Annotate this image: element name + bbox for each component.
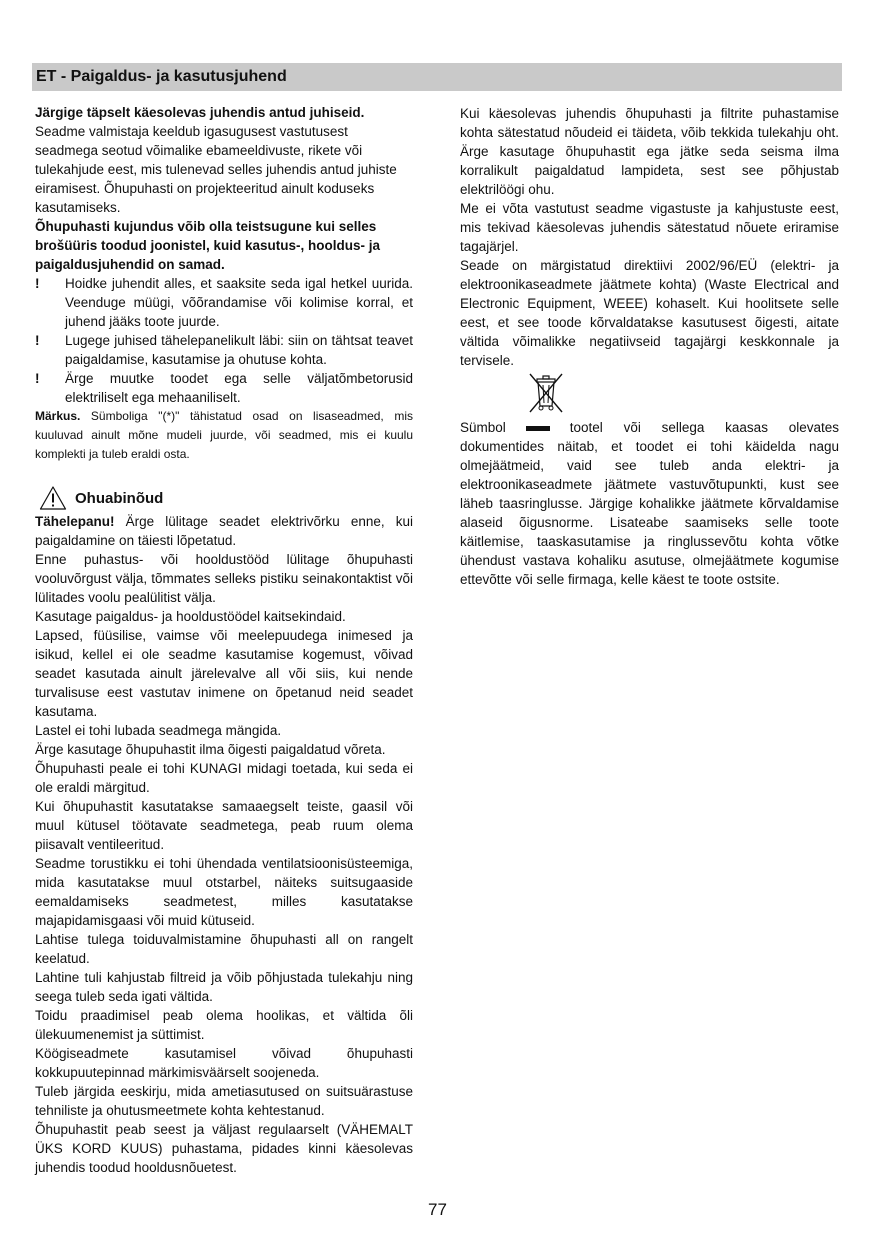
right-paragraph: Kui käesolevas juhendis õhupuhasti ja filtrite puhastamise kohta sätestatud nõudeid ei täideta, võib tekkida tulekahju oht. Ärge kasutage õhupuhastit ega jätke seda seisma ilma korralikult paigaldatud lampideta, sest see põhjustab elektrilöögi ohu. xyxy=(460,106,839,197)
exclamation-mark: ! xyxy=(35,371,40,386)
safety-paragraph: Ärge kasutage õhupuhastit ilma õigesti paigaldatud võreta. xyxy=(35,742,386,757)
note-text: Sümboliga "(*)" tähistatud osad on lisaseadmed, mis kuuluvad ainult mõne mudeli juurde, või seadmed, mis ei kuulu komplekti ja tuleb eraldi osta. xyxy=(35,409,413,461)
safety-paragraph: Köögiseadmete kasutamisel võivad õhupuhasti kokkupuutepinnad märkimisväärselt soojeneda. xyxy=(35,1046,413,1080)
safety-paragraph: Seadme torustikku ei tohi ühendada ventilatsioonisüsteemiga, mida kasutatakse muul otstarbel, näiteks suitsugaaside eemaldamiseks seadmetest, milles kasutatakse majapidamisgaasi või muid kütuseid. xyxy=(35,856,413,928)
bullet-item xyxy=(35,369,413,407)
intro-bold: Järgige täpselt käesolevas juhendis antud juhiseid. xyxy=(35,105,365,120)
safety-paragraph: Kui õhupuhastit kasutatakse samaaegselt teiste, gaasil või muul kütusel töötavate seadmetega, peab ruum olema piisavalt ventileeritud. xyxy=(35,799,413,852)
safety-paragraph: Tuleb järgida eeskirju, mida ametiasutused on suitsuärastuse tehniliste ja ohutusmeetmete kohta kehtestanud. xyxy=(35,1084,413,1118)
bullet-text: Lugege juhised tähelepanelikult läbi: siin on tähtsat teavet paigaldamise, kasutamise ja ohutuse kohta. xyxy=(65,333,413,367)
bullet-item xyxy=(35,274,413,331)
bullet-item xyxy=(35,331,413,369)
safety-paragraph: Toidu praadimisel peab olema hoolikas, et vältida õli ülekuumenemist ja süttimist. xyxy=(35,1008,413,1042)
symbol-word: Sümbol xyxy=(460,420,506,435)
note-label: Märkus. xyxy=(35,409,81,423)
exclamation-mark: ! xyxy=(35,333,40,348)
weee-symbol-area xyxy=(460,370,839,418)
safety-paragraph: Lahtine tuli kahjustab filtreid ja võib põhjustada tulekahju ning seega tuleb seda igati vältida. xyxy=(35,970,413,1004)
weee-text: tootel või sellega kaasas olevates dokumentides näitab, et toodet ei tohi käidelda nagu olmejäätmeid, vaid see tuleb anda elektri- ja elektroonikaseadmete jäätmete vastuvõtupunkti, kust see läheb taasringlusse. Järgige kohalikke jäätmete kõrvaldamise alaseid õigusnorme. Lisateabe saamiseks selle toote käitlemise, taaskasutamise ja ringlussevõtu kohta võtke ühendust vastava kohaliku asutuse, olmejäätmete kogumise ettevõtte või selle firmaga, kelle käest te toote ostsite. xyxy=(460,420,839,587)
section-title: ET - Paigaldus- ja kasutusjuhend xyxy=(36,68,287,85)
attention-paragraph xyxy=(35,512,413,550)
right-column xyxy=(460,104,839,589)
safety-paragraph: Lastel ei tohi lubada seadmega mängida. xyxy=(35,723,282,738)
safety-paragraph: Enne puhastus- või hooldustööd lülitage õhupuhasti vooluvõrgust välja, tõmmates selleks pistiku seinakontaktist või lülitades voolu pealülitist välja. xyxy=(35,552,413,605)
warnings-heading xyxy=(35,484,413,512)
attention-text: Ärge lülitage seadet elektrivõrku enne, kui paigaldamine on täiesti lõpetatud. xyxy=(35,514,413,548)
weee-paragraph xyxy=(460,418,839,589)
note xyxy=(35,407,413,464)
right-paragraph: Me ei võta vastutust seadme vigastuste ja kahjustuste eest, mis tekivad käesolevas juhendis sätestatud nõuete eriramise tagajärjel. xyxy=(460,201,839,254)
safety-paragraph: Kasutage paigaldus- ja hooldustöödel kaitsekindaid. xyxy=(35,609,346,624)
page-number: 77 xyxy=(428,1200,447,1219)
warnings-title: Ohuabinõud xyxy=(75,489,164,507)
safety-paragraph: Lahtise tulega toiduvalmistamine õhupuhasti all on rangelt keelatud. xyxy=(35,932,413,966)
bullet-text: Hoidke juhendit alles, et saaksite seda igal hetkel uurida. Veenduge müügi, võõrandamise või kolimise korral, et juhend jääks toote juurde. xyxy=(65,276,413,329)
exclamation-mark: ! xyxy=(35,276,40,291)
attention-label: Tähelepanu! xyxy=(35,514,115,529)
warning-triangle-icon xyxy=(39,485,67,511)
crossed-bin-icon xyxy=(524,370,568,414)
right-paragraph: Seade on märgistatud direktiivi 2002/96/EÜ (elektri- ja elektroonikaseadmete jäätmete kohta) (Waste Electrical and Electronic Equipment, WEEE) kohaselt. Kui hoolitsete selle eest, et see toode kõrvaldatakse kasutusest õigesti, aitate vältida võimalikke negatiivseid tagajärgi keskkonnale ja tervisele. xyxy=(460,258,839,368)
section-title-bar xyxy=(32,63,842,91)
safety-paragraph: Lapsed, füüsilise, vaimse või meelepuudega inimesed ja isikud, kellel ei ole seadme kasutamise kogemust, võivad seadet kasutada ainult järelevalve all või siis, kui nende turvalisuse eest vastutav inimene on õpetanud neid seadet kasutama. xyxy=(35,628,413,719)
black-bar-symbol xyxy=(526,426,550,431)
left-column xyxy=(35,103,413,1177)
safety-paragraph: Õhupuhastit peab seest ja väljast regulaarselt (VÄHEMALT ÜKS KORD KUUS) puhastama, pidades kinni käesolevas juhendis toodud hooldusnõuetest. xyxy=(35,1122,413,1175)
safety-paragraph: Õhupuhasti peale ei tohi KUNAGI midagi toetada, kui seda ei ole eraldi märgitud. xyxy=(35,761,413,795)
intro-text: Seadme valmistaja keeldub igasugusest vastutusest seadmega seotud võimalike ebameeldivuste, rikete või tulekahjude eest, mis tulenevad selles juhendis antud juhiste eiramisest. Õhupuhasti on projekteeritud ainult koduseks kasutamiseks. xyxy=(35,124,397,215)
bullet-text: Ärge muutke toodet ega selle väljatõmbetorusid elektriliselt ega mehaaniliselt. xyxy=(65,371,413,405)
shape-note-bold: Õhupuhasti kujundus võib olla teistsugune kui selles brošüüris toodud joonistel, kuid kasutus-, hooldus- ja paigaldusjuhendid on samad. xyxy=(35,219,381,272)
